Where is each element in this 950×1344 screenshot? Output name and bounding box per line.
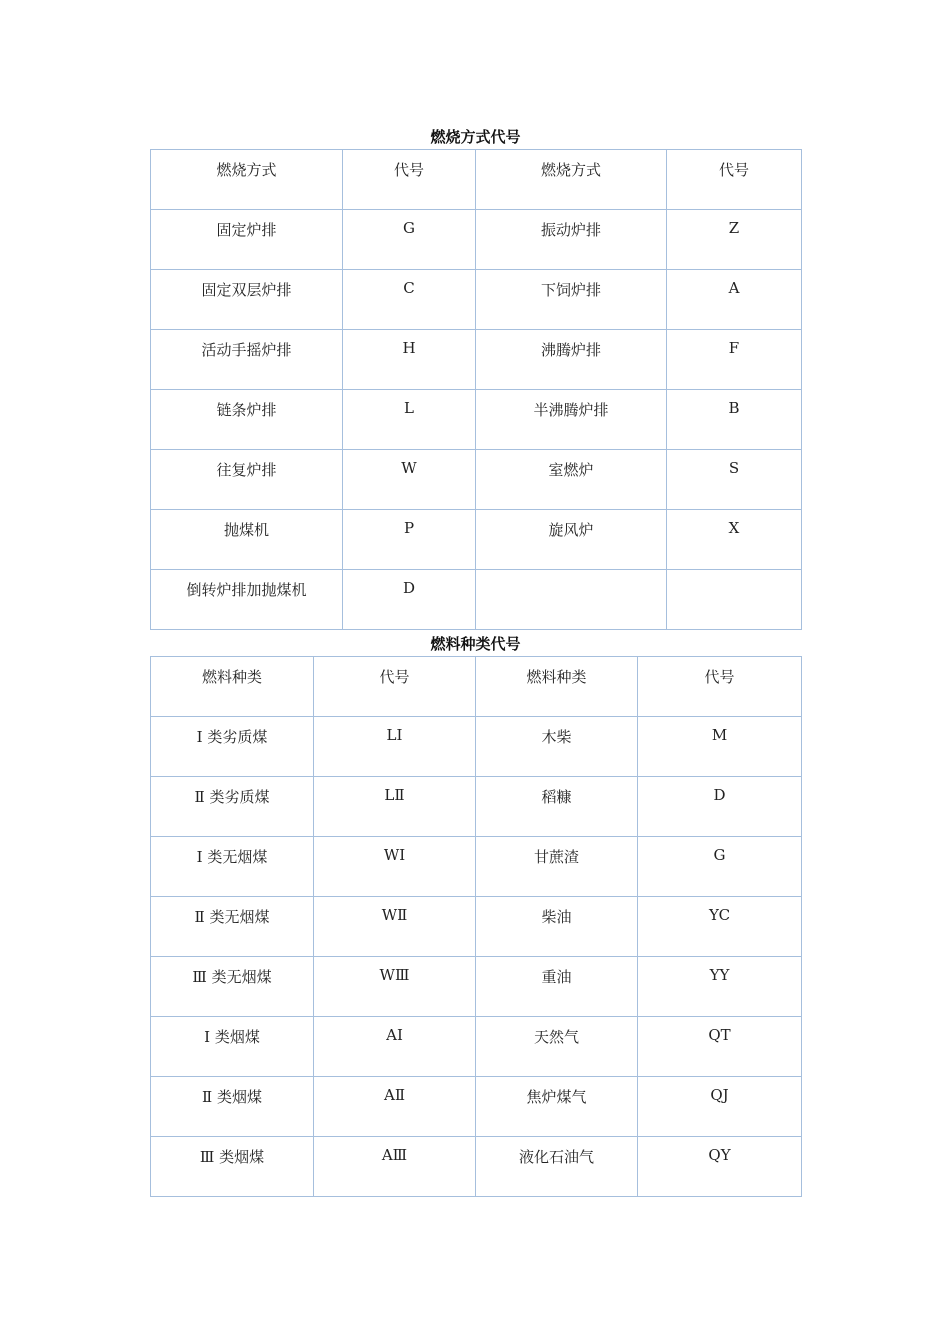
name-cell [476,837,638,897]
code-cell-text: WⅢ [379,966,410,984]
name-cell-text: 柴油 [541,908,572,926]
code-cell-text: AⅠ [386,1026,403,1044]
code-cell [667,270,802,330]
name-cell-text: 稻糠 [541,788,572,806]
name-cell-text: Ⅰ 类烟煤 [204,1028,260,1046]
name-cell [476,777,638,837]
code-cell-text: LⅠ [386,726,403,744]
code-cell [667,210,802,270]
name-cell [151,717,314,777]
name-cell-text: 甘蔗渣 [533,848,579,866]
header-cell [314,657,476,717]
code-cell [314,1137,476,1197]
name-cell [476,897,638,957]
name-cell-text: 焦炉煤气 [526,1088,587,1106]
name-cell [476,957,638,1017]
code-cell-text: P [403,519,415,537]
header-cell-text: 代号 [393,161,424,179]
code-cell [314,1017,476,1077]
name-cell [476,510,667,570]
name-cell-text: 半沸腾炉排 [533,401,609,419]
code-cell [638,1017,802,1077]
code-cell-text: D [402,579,416,597]
name-cell [476,1017,638,1077]
code-cell-text: M [711,726,728,744]
table-row [151,510,802,570]
code-cell-text: QJ [710,1086,729,1104]
header-cell-text: 代号 [379,668,410,686]
code-cell [343,390,476,450]
name-cell-text: 液化石油气 [518,1148,594,1166]
name-cell-text: 重油 [541,968,572,986]
code-cell-text: QY [708,1146,731,1164]
name-cell [151,510,343,570]
code-cell-text: Z [728,219,740,237]
table-row [151,450,802,510]
header-cell-text: 代号 [718,161,749,179]
name-cell-text: Ⅱ 类劣质煤 [194,788,270,806]
name-cell-text: Ⅰ 类劣质煤 [196,728,268,746]
code-cell [667,570,802,630]
name-cell [476,570,667,630]
code-cell [667,390,802,450]
name-cell-text: Ⅰ 类无烟煤 [196,848,268,866]
name-cell-text [476,570,666,579]
header-cell [476,657,638,717]
table-row [151,717,802,777]
fuel-code-table [150,656,802,1197]
table-row [151,390,802,450]
name-cell [476,270,667,330]
header-cell-text: 燃烧方式 [540,161,601,179]
code-cell-text: C [403,279,415,297]
name-cell-text: 振动炉排 [540,221,601,239]
code-cell-text: AⅡ [383,1086,406,1104]
table-row [151,897,802,957]
code-cell [638,897,802,957]
combustion-table-title: 燃烧方式代号 [430,128,521,146]
code-cell-text: F [728,339,740,357]
name-cell-text: 固定炉排 [216,221,277,239]
table-row [151,1137,802,1197]
header-cell [476,150,667,210]
code-cell [314,897,476,957]
fuel-table-title: 燃料种类代号 [430,635,521,653]
code-cell-text: X [728,519,740,537]
name-cell [151,210,343,270]
header-cell [151,657,314,717]
code-cell-text: QT [708,1026,731,1044]
table-header-row [151,657,802,717]
table-row [151,837,802,897]
name-cell-text: 往复炉排 [216,461,277,479]
code-cell-text: AⅢ [381,1146,408,1164]
code-cell-text: WⅡ [381,906,408,924]
name-cell [476,450,667,510]
name-cell-text: Ⅲ 类烟煤 [199,1148,265,1166]
table-row [151,957,802,1017]
name-cell [151,1077,314,1137]
table-header-row [151,150,802,210]
name-cell [151,837,314,897]
name-cell [476,330,667,390]
table-row [151,570,802,630]
table-row [151,1017,802,1077]
name-cell-text: 天然气 [533,1028,579,1046]
code-cell [638,717,802,777]
name-cell-text: Ⅱ 类无烟煤 [194,908,270,926]
code-cell-text: YY [709,966,730,984]
name-cell-text: 沸腾炉排 [540,341,601,359]
name-cell-text: Ⅲ 类无烟煤 [192,968,272,986]
table-row [151,210,802,270]
code-cell-text: A [728,279,740,297]
table-row [151,270,802,330]
header-cell-text: 燃料种类 [201,668,262,686]
code-cell [314,1077,476,1137]
name-cell [476,717,638,777]
name-cell [476,390,667,450]
header-cell-text: 燃料种类 [526,668,587,686]
code-cell [343,450,476,510]
name-cell-text: 抛煤机 [223,521,269,539]
code-cell-text: L [404,399,414,417]
code-cell-text: LⅡ [384,786,405,804]
name-cell [151,1017,314,1077]
name-cell-text: 链条炉排 [216,401,277,419]
table-row [151,330,802,390]
name-cell [151,570,343,630]
header-cell [667,150,802,210]
name-cell [151,390,343,450]
name-cell [151,330,343,390]
code-cell-text [667,570,801,579]
name-cell-text: 倒转炉排加抛煤机 [186,581,307,599]
code-cell [638,837,802,897]
name-cell-text: 木柴 [541,728,572,746]
name-cell [151,897,314,957]
code-cell [314,957,476,1017]
header-cell-text: 代号 [704,668,735,686]
name-cell [476,210,667,270]
header-cell-text: 燃烧方式 [216,161,277,179]
code-cell-text: S [728,459,740,477]
code-cell [638,1137,802,1197]
table-row [151,777,802,837]
code-cell [314,777,476,837]
name-cell [476,1137,638,1197]
code-cell [638,957,802,1017]
code-cell [638,777,802,837]
header-cell [343,150,476,210]
name-cell [151,777,314,837]
code-cell [314,717,476,777]
name-cell [151,957,314,1017]
code-cell-text: H [402,339,416,357]
code-cell [638,1077,802,1137]
code-cell-text: G [713,846,726,864]
code-cell [343,270,476,330]
header-cell [151,150,343,210]
name-cell [476,1077,638,1137]
code-cell-text: G [403,219,415,237]
code-cell-text: WⅠ [383,846,406,864]
code-cell [667,510,802,570]
name-cell [151,1137,314,1197]
code-cell-text: YC [708,906,731,924]
name-cell-text: Ⅱ 类烟煤 [202,1088,262,1106]
name-cell-text: 室燃炉 [548,461,594,479]
header-cell [638,657,802,717]
combustion-code-table [150,149,802,630]
code-cell-text: B [728,399,740,417]
code-cell-text: W [401,459,417,477]
name-cell-text: 固定双层炉排 [201,281,292,299]
code-cell [667,450,802,510]
code-cell [343,330,476,390]
code-cell [343,570,476,630]
name-cell-text: 旋风炉 [548,521,594,539]
code-cell [343,510,476,570]
code-cell-text: D [713,786,726,804]
name-cell-text: 活动手摇炉排 [201,341,292,359]
code-cell [343,210,476,270]
name-cell [151,450,343,510]
name-cell [151,270,343,330]
code-cell [314,837,476,897]
name-cell-text: 下饲炉排 [540,281,601,299]
code-cell [667,330,802,390]
table-row [151,1077,802,1137]
